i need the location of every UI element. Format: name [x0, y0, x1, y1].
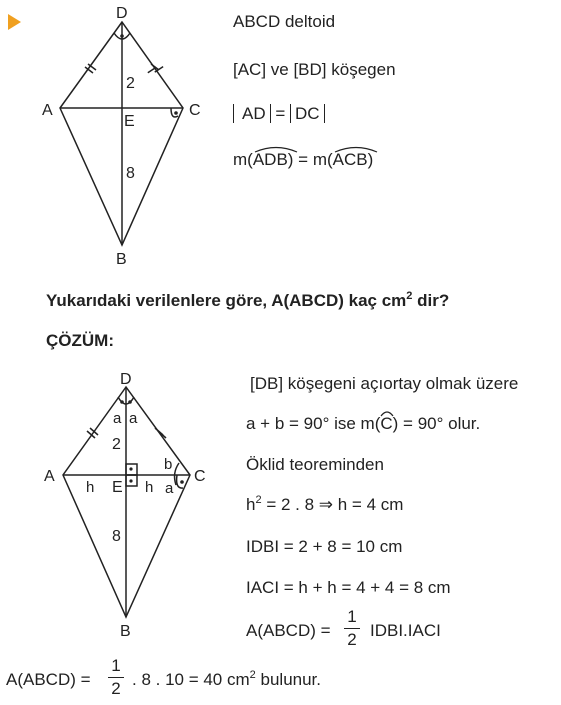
- solution-line-2: [246, 414, 480, 434]
- question-main: Yukarıdaki verilenlere göre, A(ABCD) kaç cm: [46, 291, 407, 310]
- question-exp: 2: [406, 290, 413, 302]
- solution-line-1: [DB] köşegeni açıortay olmak üzere: [250, 374, 519, 393]
- solution-line-3: Öklid teoreminden: [246, 455, 384, 474]
- fig2-vertex-b: B: [120, 623, 131, 640]
- given-ad: AD: [242, 104, 266, 123]
- solution-line-7-rhs: IDBI.IACI: [370, 621, 441, 640]
- figure-kite-1: [30, 0, 230, 275]
- given-dc: DC: [295, 104, 320, 123]
- given-m1: m(: [233, 150, 253, 169]
- fig2-point-e: E: [112, 479, 123, 496]
- question-text: [46, 291, 449, 311]
- figure-kite-2: [30, 365, 240, 645]
- given-line-1: ABCD deltoid: [233, 12, 336, 31]
- solution-fraction: [344, 607, 360, 650]
- solution-h-exp: 2: [255, 494, 262, 506]
- solution-h: h: [246, 495, 256, 514]
- final-fraction: [108, 656, 124, 699]
- solution-heading: ÇÖZÜM:: [46, 331, 114, 350]
- solution-line-5: IDBI = 2 + 8 = 10 cm: [246, 537, 403, 556]
- fig2-h-left: h: [86, 479, 95, 496]
- question-tail: dir?: [412, 291, 450, 310]
- fig2-vertex-d: D: [120, 371, 132, 388]
- angle-c: C: [380, 414, 393, 433]
- fig2-segment-de: 2: [112, 436, 121, 453]
- fig2-angle-a-c: a: [165, 480, 174, 497]
- fig1-segment-eb: 8: [126, 165, 135, 182]
- fig2-vertex-c: C: [194, 468, 206, 485]
- given-line-3: [233, 104, 325, 124]
- fig1-vertex-b: B: [116, 251, 127, 268]
- solution-line-2-a: a + b = 90° ise m(: [246, 414, 381, 433]
- solution-frac-den: 2: [347, 630, 357, 649]
- fig1-vertex-a: A: [42, 102, 53, 119]
- solution-line-4-rest: = 2 . 8 ⇒ h = 4 cm: [261, 495, 404, 514]
- given-line-4: [233, 150, 373, 170]
- angle-adb: ADB: [252, 150, 288, 169]
- final-exp: 2: [249, 669, 256, 681]
- fig2-h-right: h: [145, 479, 154, 496]
- final-rhs-text: . 8 . 10 = 40 cm: [132, 670, 250, 689]
- solution-line-7-lhs: A(ABCD) =: [246, 621, 331, 640]
- fig1-point-e: E: [124, 113, 135, 130]
- fig2-angle-b: b: [164, 456, 173, 473]
- fig2-vertex-a: A: [44, 468, 55, 485]
- fig2-angle-a-right: a: [129, 410, 138, 427]
- given-end: ): [367, 150, 374, 169]
- bullet-marker-icon: [6, 13, 22, 31]
- angle-acb: ACB: [332, 150, 368, 169]
- fig2-angle-a-left: a: [113, 410, 122, 427]
- solution-line-4: [246, 495, 403, 515]
- given-mid: ) = m(: [287, 150, 333, 169]
- solution-line-6: IACI = h + h = 4 + 4 = 8 cm: [246, 578, 451, 597]
- final-frac-num: 1: [111, 656, 121, 675]
- fig1-vertex-d: D: [116, 5, 128, 22]
- fig1-vertex-c: C: [189, 102, 201, 119]
- solution-line-2-b: ) = 90° olur.: [392, 414, 481, 433]
- given-line-2: [AC] ve [BD] köşegen: [233, 60, 396, 79]
- given-eq: =: [275, 104, 286, 123]
- fig1-segment-de: 2: [126, 75, 135, 92]
- fig2-segment-eb: 8: [112, 528, 121, 545]
- solution-frac-num: 1: [347, 607, 357, 626]
- final-tail: bulunur.: [255, 670, 322, 689]
- final-frac-den: 2: [111, 679, 121, 698]
- final-lhs: A(ABCD) =: [6, 670, 91, 689]
- final-rhs: [132, 670, 321, 690]
